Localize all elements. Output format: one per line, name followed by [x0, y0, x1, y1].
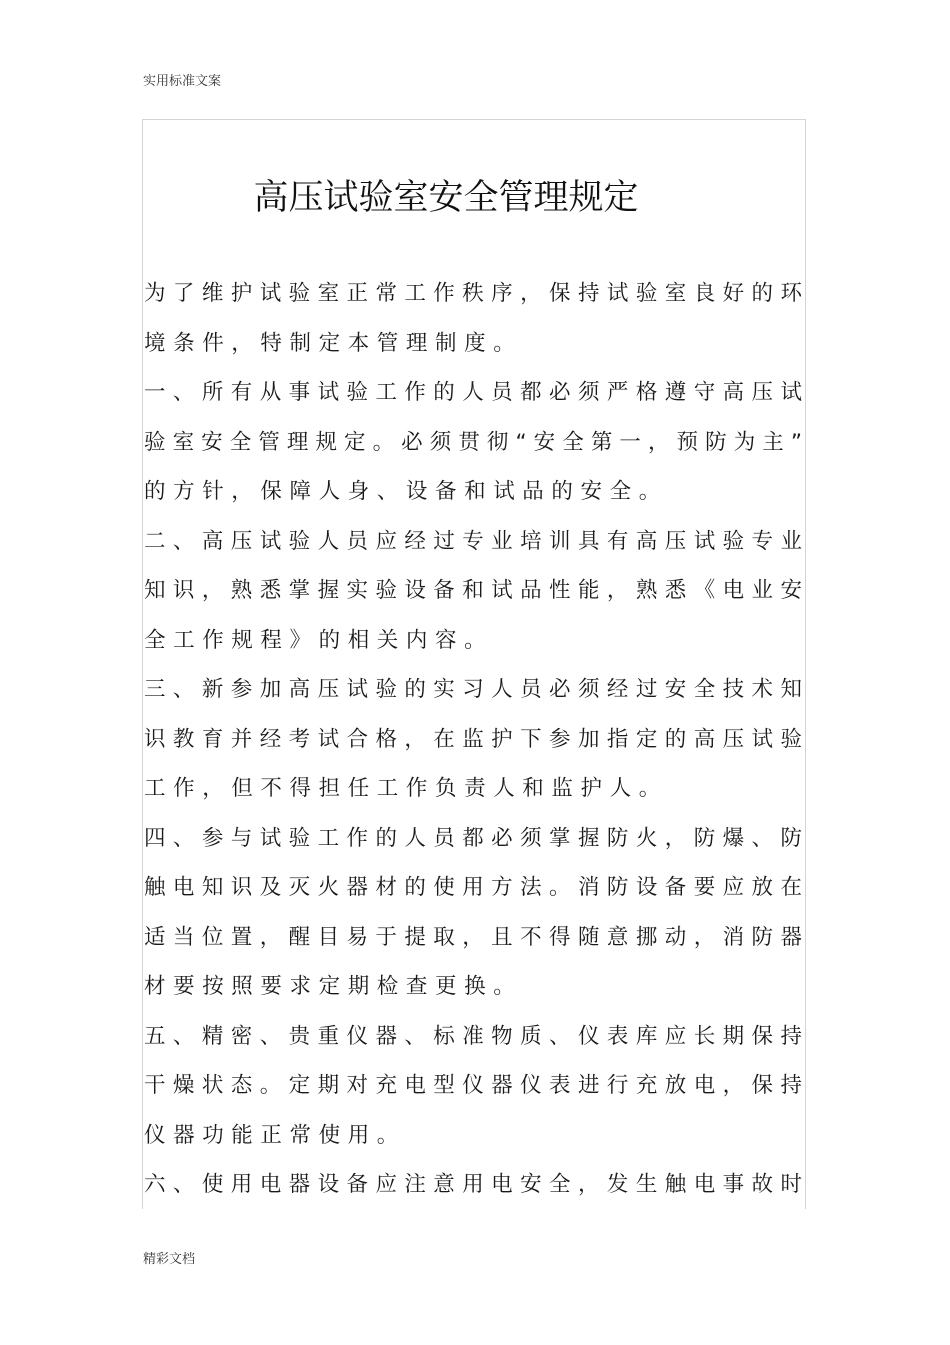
body-line: 为了维护试验室正常工作秩序，保持试验室良好的环 — [144, 281, 802, 306]
body-line: 的方针，保障人身、设备和试品的安全。 — [144, 479, 668, 504]
body-line: 知识，熟悉掌握实验设备和试品性能，熟悉《电业安 — [144, 578, 802, 603]
body-line: 适当位置，醒目易于提取，且不得随意挪动，消防器 — [144, 924, 802, 950]
body-line: 境条件，特制定本管理制度。 — [144, 330, 523, 356]
body-line: 六、使用电器设备应注意用电安全，发生触电事故时 — [144, 1172, 802, 1197]
body-line: 四、参与试验工作的人员都必须掌握防火，防爆、防 — [144, 825, 802, 851]
body-line: 干燥状态。定期对充电型仪器仪表进行充放电，保持 — [144, 1073, 802, 1098]
body-line: 触电知识及灭火器材的使用方法。消防设备要应放在 — [144, 875, 802, 900]
body-line: 五、精密、贵重仪器、标准物质、仪表库应长期保持 — [144, 1023, 802, 1049]
document-body — [144, 269, 802, 1210]
body-line: 验室安全管理规定。必须贯彻“安全第一，预防为主” — [144, 429, 802, 455]
page-header: 实用标准文案 — [143, 74, 222, 89]
document-title: 高压试验室安全管理规定 — [253, 178, 639, 218]
body-line: 三、新参加高压试验的实习人员必须经过安全技术知 — [144, 677, 802, 702]
body-line: 识教育并经考试合格，在监护下参加指定的高压试验 — [144, 726, 802, 752]
body-line: 工作，但不得担任工作负责人和监护人。 — [144, 776, 668, 801]
body-line: 仪器功能正常使用。 — [144, 1122, 406, 1148]
page-footer: 精彩文档 — [143, 1252, 196, 1267]
body-line: 材要按照要求定期检查更换。 — [144, 974, 523, 999]
body-line: 二、高压试验人员应经过专业培训具有高压试验专业 — [144, 528, 802, 554]
body-line: 全工作规程》的相关内容。 — [144, 627, 494, 653]
body-line: 一、所有从事试验工作的人员都必须严格遵守高压试 — [144, 380, 802, 405]
